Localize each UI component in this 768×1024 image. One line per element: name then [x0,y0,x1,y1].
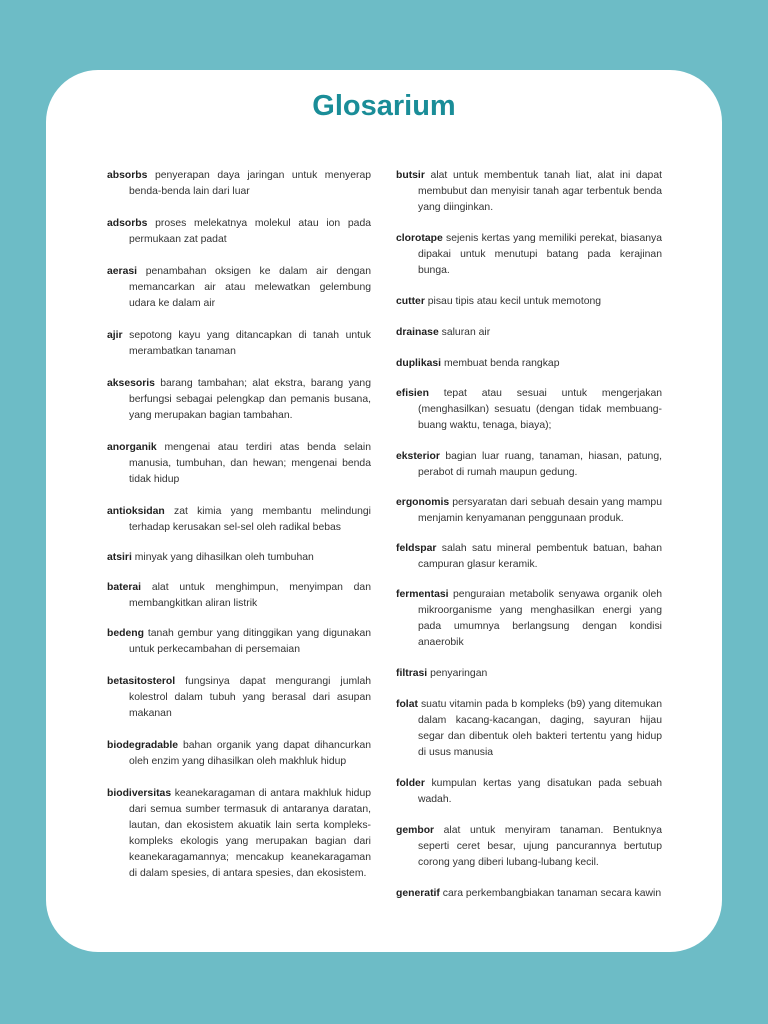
glossary-entry [107,738,371,770]
glossary-definition: sejenis kertas yang memiliki perekat, biasanya dipakai untuk menutupi batang pada kerajinan bunga. [418,233,662,276]
glossary-definition: fungsinya dapat mengurangi jumlah kolestrol dalam tubuh yang berasal dari asupan makanan [129,676,371,719]
glossary-term: filtrasi [396,668,428,679]
glossary-definition: sepotong kayu yang ditancapkan di tanah untuk merambatkan tanaman [129,330,371,357]
glossary-definition: tepat atau sesuai untuk mengerjakan (menghasilkan) sesuatu (dengan tidak membuang-buang waktu, tenaga, biaya); [418,388,662,431]
glossary-definition: penambahan oksigen ke dalam air dengan memancarkan air atau melewatkan gelembung udara ke dalam air [129,266,371,309]
glossary-entry [107,376,371,424]
glossary-definition: tanah gembur yang ditinggikan yang digunakan untuk perkecambahan di persemaian [129,628,371,655]
glossary-definition: keanekaragaman di antara makhluk hidup dari semua sumber termasuk di antaranya daratan, lautan, dan ekosistem akuatik lain serta kompleks-kompleks ekologis yang merupakan bagian dari keanekaragamannya; mencakup keanekaragaman di dalam spesies, di antara spesies, dan ekosistem. [129,788,371,879]
glossary-term: folder [396,778,425,789]
glossary-entry [107,328,371,360]
glossary-entry [107,216,371,248]
glossary-term: baterai [107,582,142,593]
glossary-term: aksesoris [107,378,155,389]
glossary-entry [396,294,662,310]
glossary-definition: proses melekatnya molekul atau ion pada permukaan zat padat [129,218,372,245]
glossary-entry [107,168,371,200]
glossary-definition: bahan organik yang dapat dihancurkan oleh enzim yang dihasilkan oleh makhluk hidup [129,740,372,767]
glossary-definition: membuat benda rangkap [443,358,560,369]
glossary-entry [107,550,371,566]
glossary-entry [396,886,662,902]
glossary-term: butsir [396,170,425,181]
glossary-term: biodegradable [107,740,179,751]
glossary-term: gembor [396,825,435,836]
glossary-definition: kumpulan kertas yang disatukan pada sebuah wadah. [418,778,662,805]
glossary-term: eksterior [396,451,440,462]
glossary-entry [396,168,662,216]
glossary-definition: penyaringan [430,668,488,679]
glossary-term: duplikasi [396,358,442,369]
glossary-definition: penguraian metabolik senyawa organik oleh mikroorganisme yang menghasilkan energi yang pada umumnya berlangsung dengan kondisi anaerobik [418,589,663,648]
glossary-definition: cara perkembangbiakan tanaman secara kawin [442,888,662,899]
glossary-entry [107,786,371,882]
glossary-definition: barang tambahan; alat ekstra, barang yang berfungsi sebagai pelengkap dan pemanis busana, yang merupakan bagian tambahan. [129,378,371,421]
glossary-term: biodiversitas [107,788,172,799]
glossary-entry [396,823,662,871]
glossary-entry [107,264,371,312]
glossary-definition: saluran air [441,327,491,338]
glossary-entry [396,325,662,341]
glossary-entry [396,541,662,573]
glossary-entry [396,776,662,808]
glossary-entry [107,626,371,658]
glossary-term: antioksidan [107,506,165,517]
glossary-term: atsiri [107,552,132,563]
glossary-definition: alat untuk membentuk tanah liat, alat ini dapat membubut dan menyisir tanah agar terbentuk benda yang diinginkan. [418,170,662,213]
glossary-term: cutter [396,296,425,307]
glossary-definition: minyak yang dihasilkan oleh tumbuhan [134,552,314,563]
glossary-page [46,70,722,952]
glossary-term: bedeng [107,628,144,639]
glossary-entry [107,580,371,612]
glossary-definition: zat kimia yang membantu melindungi terhadap kerusakan sel-sel oleh radikal bebas [129,506,371,533]
glossary-term: absorbs [107,170,148,181]
glossary-term: ergonomis [396,497,450,508]
glossary-term: generatif [396,888,440,899]
glossary-definition: bagian luar ruang, tanaman, hiasan, patung, perabot di rumah maupun gedung. [418,451,662,478]
glossary-term: fermentasi [396,589,449,600]
glossary-entry [107,440,371,488]
glossary-definition: suatu vitamin pada b kompleks (b9) yang ditemukan dalam kacang-kacangan, daging, sayuran hijau segar dan dibentuk oleh bakteri tertentu yang hidup di usus manusia [418,699,662,758]
glossary-column-right [396,168,662,902]
glossary-entry [396,495,662,527]
glossary-term: aerasi [107,266,138,277]
glossary-term: drainase [396,327,439,338]
glossary-definition: alat untuk menghimpun, menyimpan dan membangkitkan aliran listrik [129,582,371,609]
glossary-definition: persyaratan dari sebuah desain yang mampu menjamin kenyamanan penggunaan produk. [418,497,662,524]
glossary-term: adsorbs [107,218,148,229]
glossary-definition: mengenai atau terdiri atas benda selain manusia, tumbuhan, dan hewan; mengenai benda tidak hidup [129,442,371,485]
glossary-column-left [107,168,371,882]
glossary-entry [396,449,662,481]
glossary-term: efisien [396,388,429,399]
glossary-term: folat [396,699,418,710]
glossary-entry [396,666,662,682]
glossary-term: betasitosterol [107,676,176,687]
glossary-entry [396,386,662,434]
glossary-term: ajir [107,330,123,341]
glossary-entry [396,356,662,372]
glossary-term: anorganik [107,442,157,453]
glossary-entry [396,587,662,651]
page-title: Glosarium [312,90,456,122]
glossary-entry [107,504,371,536]
glossary-term: clorotape [396,233,443,244]
glossary-definition: salah satu mineral pembentuk batuan, bahan campuran glasur keramik. [418,543,662,570]
glossary-entry [396,231,662,279]
glossary-entry [107,674,371,722]
glossary-definition: pisau tipis atau kecil untuk memotong [427,296,602,307]
glossary-definition: alat untuk menyiram tanaman. Bentuknya seperti ceret besar, ujung pancurannya bertutup corong yang diberi lubang-lubang kecil. [418,825,662,868]
glossary-definition: penyerapan daya jaringan untuk menyerap benda-benda lain dari luar [129,170,371,197]
glossary-entry [396,697,662,761]
glossary-term: feldspar [396,543,437,554]
